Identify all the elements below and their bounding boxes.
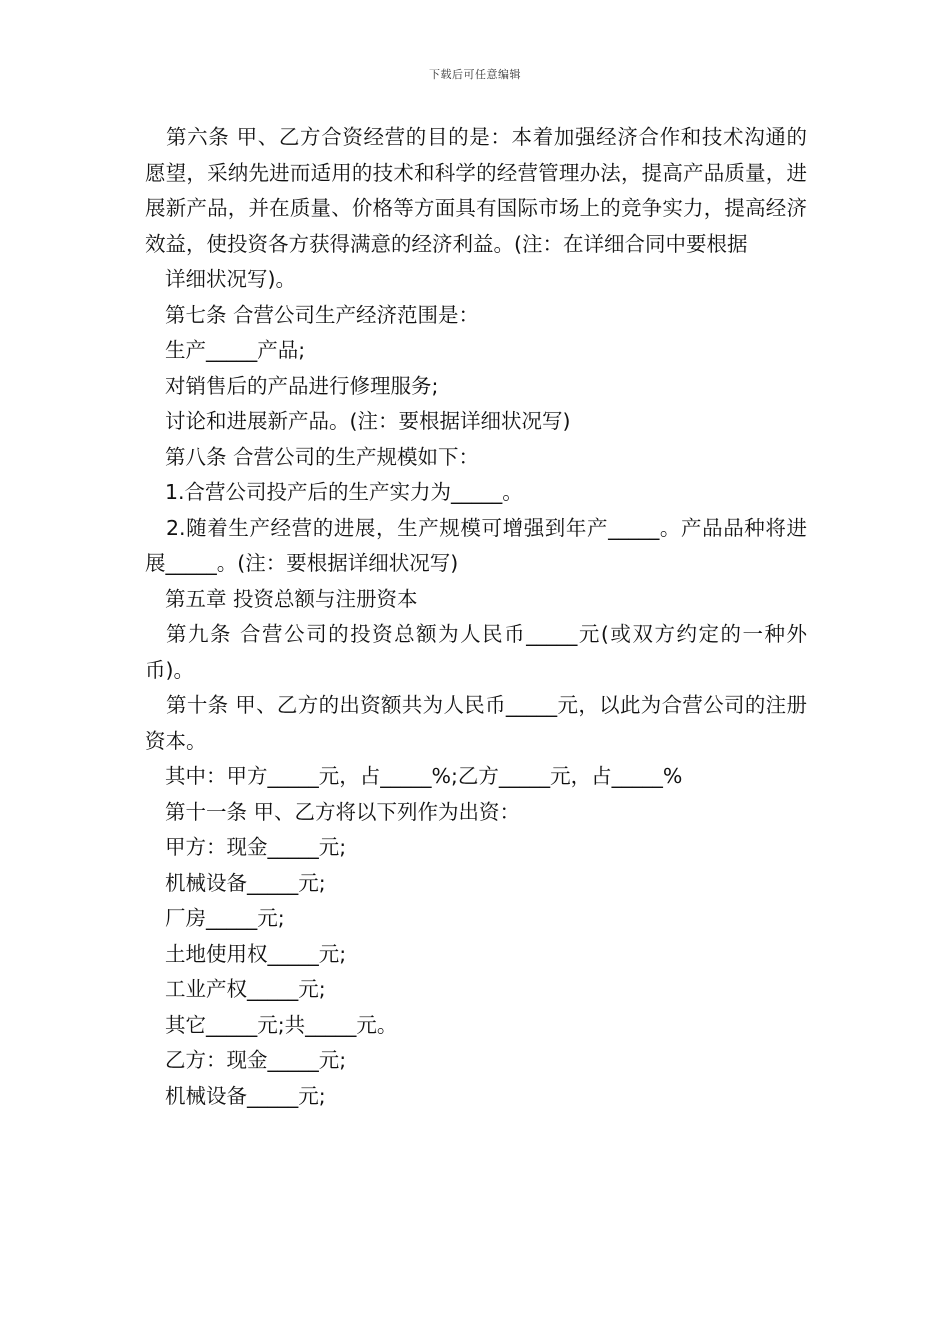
article-10-paragraph: 第十条 甲、乙方的出资额共为人民币_____元，以此为合营公司的注册资本。 [145, 693, 807, 753]
article-6-continuation: 详细状况写)。 [165, 267, 296, 291]
party-a-land-use-right: 土地使用权_____元; [165, 941, 347, 966]
article-7-item-produce: 生产_____产品; [165, 338, 306, 362]
article-10-shares: 其中：甲方_____元，占_____%;乙方_____元，占_____% [165, 764, 683, 788]
party-a-plant: 厂房_____元; [165, 906, 285, 930]
page-header: 下载后可任意编辑 [429, 68, 521, 81]
article-7-item-repair: 对销售后的产品进行修理服务; [165, 373, 439, 398]
article-7-item-research: 讨论和进展新产品。(注：要根据详细状况写) [165, 409, 571, 433]
party-b-machinery: 机械设备_____元; [165, 1083, 326, 1108]
article-8-heading: 第八条 合营公司的生产规模如下： [165, 444, 480, 469]
article-7-heading: 第七条 合营公司生产经济范围是： [165, 302, 480, 327]
article-11-heading: 第十一条 甲、乙方将以下列作为出资： [165, 799, 521, 824]
party-a-industrial-property: 工业产权_____元; [165, 977, 326, 1001]
article-8-item-2: 2.随着生产经营的进展，生产规模可增强到年产_____。产品品种将进展_____。(注：要根据详细状况写) [145, 515, 807, 575]
chapter-5-title: 第五章 投资总额与注册资本 [165, 586, 418, 611]
article-9-paragraph: 第九条 合营公司的投资总额为人民币_____元(或双方约定的一种外币)。 [145, 622, 807, 682]
party-a-other-total: 其它_____元;共_____元。 [165, 1012, 398, 1037]
article-6-paragraph: 第六条 甲、乙方合资经营的目的是：本着加强经济合作和技术沟通的愿望，采纳先进而适用的技术和科学的经营管理办法，提高产品质量，进展新产品，并在质量、价格等方面具有国际市场上的竞争实力，提高经济效益，使投资各方获得满意的经济利益。(注：在详细合同中要根据 [145, 125, 807, 256]
party-a-machinery: 机械设备_____元; [165, 870, 326, 895]
document-body [145, 120, 807, 1114]
party-a-cash: 甲方：现金_____元; [165, 835, 347, 859]
article-8-item-1: 1.合营公司投产后的生产实力为_____。 [165, 480, 523, 504]
party-b-cash: 乙方：现金_____元; [165, 1048, 347, 1072]
